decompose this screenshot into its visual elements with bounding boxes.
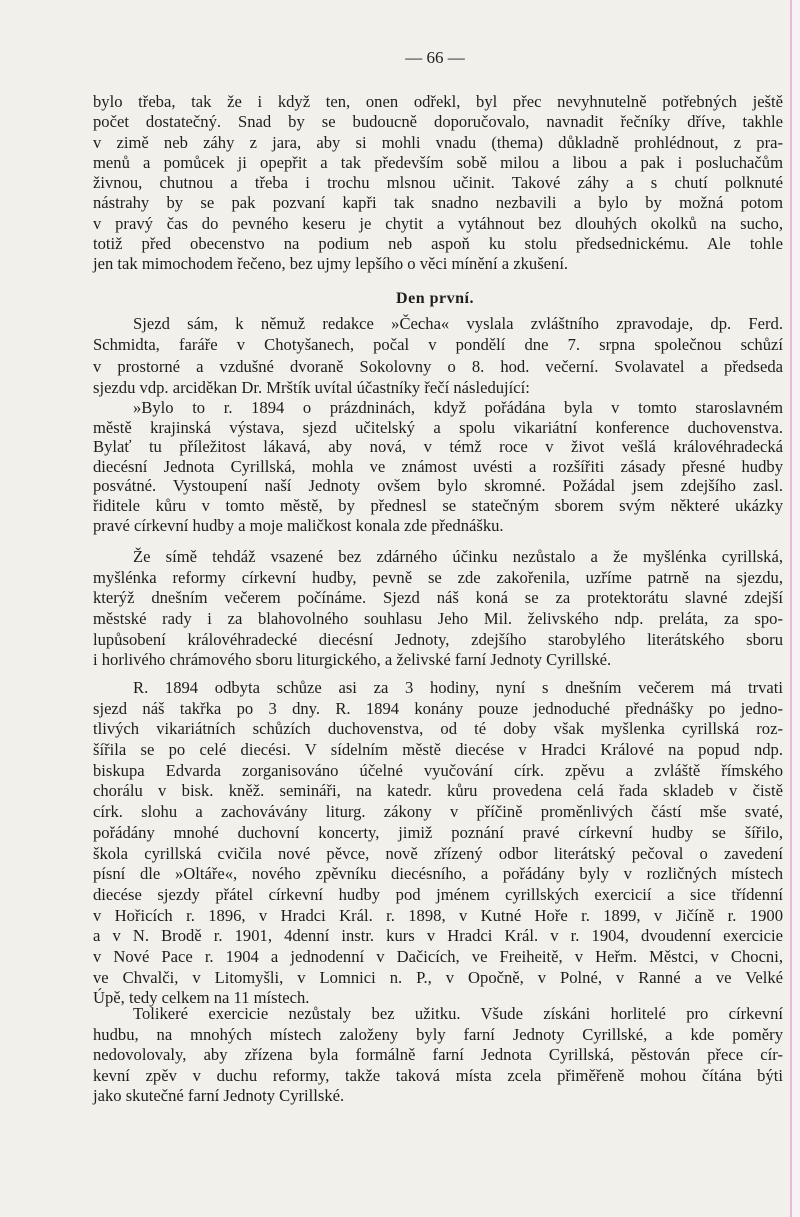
page-number: — 66 — <box>405 48 465 67</box>
text-line: jako skutečné farní Jednoty Cyrillské. <box>93 1086 345 1105</box>
text-line: písní dle »Oltáře«, nového zpěvníku diecésního, a pořádány byly v rozličných místech <box>93 864 783 884</box>
text-line: živnou, chutnou a třeba i trochu mlsnou učinit. Takové záhy a s chutí polknuté <box>93 173 783 193</box>
text-line: v pravý čas do pevného keseru je chytit a vytáhnout bez dlouhých okolků na sucho, <box>93 213 783 233</box>
text-line: sjezdu vdp. arciděkan Dr. Mrštík uvítal účastníky řečí následující: <box>93 377 530 397</box>
text-line: »Bylo to r. 1894 o prázdninách, když pořádána byla v tomto staroslavném <box>133 398 783 417</box>
text-line: Úpě, tedy celkem na 11 místech. <box>93 988 310 1008</box>
text-line: v zimě neb záhy z jara, aby si mohli vnadu (thema) důkladně prohlédnout, z pra- <box>93 132 783 152</box>
text-line: šířila se po celé diecési. V sídelním městě diecése v Hradci Králové na popud ndp. <box>93 740 783 760</box>
text-line: R. 1894 odbyta schůze asi za 3 hodiny, nyní s dnešním večerem má trvati <box>133 678 783 697</box>
text-line: biskupa Edvarda zorganisováno účelné vyučování círk. zpěvu a zvláště římského <box>93 760 783 780</box>
text-line: diecésní Jednota Cyrillská, mohla ve známost uvésti a rozšířiti zásady přesné hudby <box>93 456 783 476</box>
paragraph-speech-1894 <box>93 398 783 535</box>
paragraph-speech-seed <box>93 547 783 671</box>
text-line: bylo třeba, tak že i když ten, onen odřekl, byl přec nevyhnutelně potřebných ještě <box>93 92 783 111</box>
text-line: i horlivého chrámového sboru liturgického, a želivské farní Jednoty Cyrillské. <box>93 650 612 670</box>
text-line: pravé církevní hudby a moje maličkost konala zde přednášku. <box>93 515 504 535</box>
text-line: v Hořicích r. 1896, v Hradci Král. r. 1898, v Kutné Hoře r. 1899, v Jičíně r. 1900 <box>93 905 783 925</box>
text-line: lupůsobení královéhradecké diecésní Jednoty, zdejšího starobylého literátského sboru <box>93 629 783 649</box>
text-line: počet dostatečný. Snad by se budoucně doporučovalo, navnadit řečníky dříve, takhle <box>93 112 783 132</box>
text-line: v Nové Pace r. 1904 a jednodenní v Dačicích, ve Freiheitě, v Heřm. Městci, v Chocni, <box>93 946 783 966</box>
paragraph-intro <box>93 92 783 275</box>
text-line: kterýž dnešním večerem počínáme. Sjezd náš koná se za protektorátu slavné zdejší <box>93 588 783 608</box>
text-line: myšlénka reformy církevní hudby, pevně se zde zakořenila, uzříme patrně na sjezdu, <box>93 567 783 587</box>
text-line: diecése sjezdy přátel církevní hudby pod jménem cyrillských exercicií a sice třídenní <box>93 884 783 904</box>
text-line: nedovolovaly, aby zřízena byla formálně farní Jednota Cyrillská, pěstován přece cír- <box>93 1045 783 1064</box>
text-line: Schmidta, faráře v Chotyšanech, počal v pondělí dne 7. srpna společnou schůzí <box>93 335 783 355</box>
paragraph-congress-opening <box>93 313 783 398</box>
text-line: chorálu v bisk. kněž. semináři, na katedr. kůru provedena celá řada skladeb v čistě <box>93 781 783 801</box>
page-edge <box>792 0 800 1217</box>
text-line: Bylať tu příležitost lákavá, aby nová, v témž roce v život vešlá královéhradecká <box>93 437 783 457</box>
page-edge-line <box>790 0 792 1217</box>
text-line: městské rady i za blahovolného souhlasu Jeho Mil. želivského ndp. preláta, za spo- <box>93 609 783 629</box>
text-line: Sjezd sám, k němuž redakce »Čecha« vyslala zvláštního zpravodaje, dp. Ferd. <box>133 314 783 333</box>
text-line: a v N. Brodě r. 1901, 4denní instr. kurs v Hradci Král. v r. 1904, dvoudenní exercicie <box>93 926 783 946</box>
text-line: menů a pomůcek ji opepřit a tak především sobě milou a libou a pak i posluchačům <box>93 152 783 172</box>
text-line: totiž před obecenstvo na podium neb aspoň ku stolu předsednickému. Ale tohle <box>93 234 783 254</box>
text-line: círk. slohu a zachovávány liturg. zákony v příčině proměnlivých částí mše svaté, <box>93 802 783 822</box>
text-line: škola cyrillská cvičila nové pěvce, nově zřízený odbor literátský pečoval o zavedení <box>93 843 783 863</box>
paragraph-speech-history <box>93 678 783 1009</box>
text-line: posvátné. Vystoupení naší Jednoty ovšem bylo skromné. Požádal jsem zdejšího zasl. <box>93 476 783 496</box>
text-line: v prostorné a vzdušné dvoraně Sokolovny o 8. hod. večerní. Svolavatel a předseda <box>93 356 783 376</box>
text-line: hudbu, na mnohých místech založeny byly farní Jednoty Cyrillské, a kde poměry <box>93 1024 783 1044</box>
text-line: sjezd náš takřka po 3 dny. R. 1894 konány pouze jednoduché přednášky po jedno- <box>93 698 783 718</box>
text-line: ve Chvalči, v Litomyšli, v Lomnici n. P., v Opočně, v Polné, v Ranné a ve Velké <box>93 967 783 987</box>
text-line: tlivých vikariátních schůzích duchovenstva, od té doby však myšlenka cyrillská roz- <box>93 719 783 739</box>
text-line: řiditele kůru v tomto městě, by přednesl se statečným sborem svým některé ukázky <box>93 495 783 515</box>
section-heading: Den první. <box>396 290 474 307</box>
text-line: Tolikeré exercicie nezůstaly bez užitku. Všude získáni horlitelé pro církevní <box>133 1004 783 1023</box>
text-line: kevní zpěv v duchu reformy, takže taková místa zcela přiměřeně mohou čítána býti <box>93 1065 783 1085</box>
text-line: městě krajinská výstava, sjezd učitelský a spolu vikariátní konference duchovenstva. <box>93 417 783 437</box>
text-line: Že símě tehdáž vsazené bez zdárného účinku nezůstalo a že myšlénka cyrillská, <box>133 547 783 566</box>
paragraph-speech-results <box>93 1004 783 1107</box>
text-line: nástrahy by se pak pozvaní kapři tak snadno nezbavili a bylo by možná potom <box>93 193 783 213</box>
text-line: pořádány mnohé duchovní koncerty, jimiž poznání pravé církevní hudby se šířilo, <box>93 822 783 842</box>
text-line: jen tak mimochodem řečeno, bez ujmy lepšího o věci mínění a zkušení. <box>93 254 569 274</box>
